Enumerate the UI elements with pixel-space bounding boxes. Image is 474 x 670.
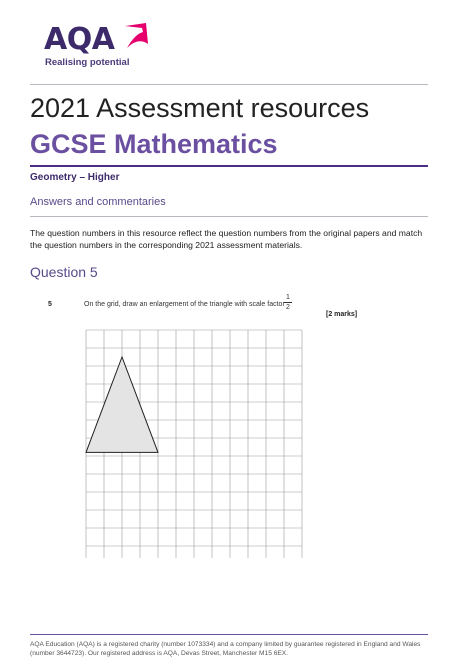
question-text: On the grid, draw an enlargement of the triangle with scale factor (84, 301, 285, 308)
logo-wordmark: AQA (44, 22, 115, 57)
page-title: 2021 Assessment resources (30, 93, 370, 123)
subject-label: Geometry – Higher (30, 172, 120, 183)
footer-legal-text: AQA Education (AQA) is a registered charity (number 1073334) and a company limited by guarantee registered in England and Wales (number 3644723). Our registered address is AQA, Devas Street, Manchester M15 6EX. (30, 641, 421, 657)
aqa-swoosh-icon (122, 22, 150, 52)
scale-factor-fraction (284, 293, 292, 312)
fraction-denominator: 2 (284, 302, 292, 312)
footer-divider (30, 634, 428, 635)
intro-paragraph: The question numbers in this resource reflect the question numbers from the original papers and match the question numbers in the corresponding 2021 assessment materials. (30, 228, 423, 250)
section-heading: Answers and commentaries (30, 196, 166, 208)
triangle-shape (86, 357, 158, 452)
question-heading: Question 5 (30, 264, 98, 280)
title-divider (30, 165, 428, 167)
section-divider (30, 216, 428, 217)
fraction-numerator: 1 (286, 294, 290, 301)
header-divider (30, 84, 428, 85)
question-number: 5 (48, 301, 52, 308)
page-subtitle: GCSE Mathematics (30, 129, 278, 159)
logo-tagline: Realising potential (45, 57, 130, 68)
aqa-logo (44, 22, 154, 70)
question-marks: [2 marks] (326, 311, 358, 318)
answer-grid (82, 328, 310, 558)
